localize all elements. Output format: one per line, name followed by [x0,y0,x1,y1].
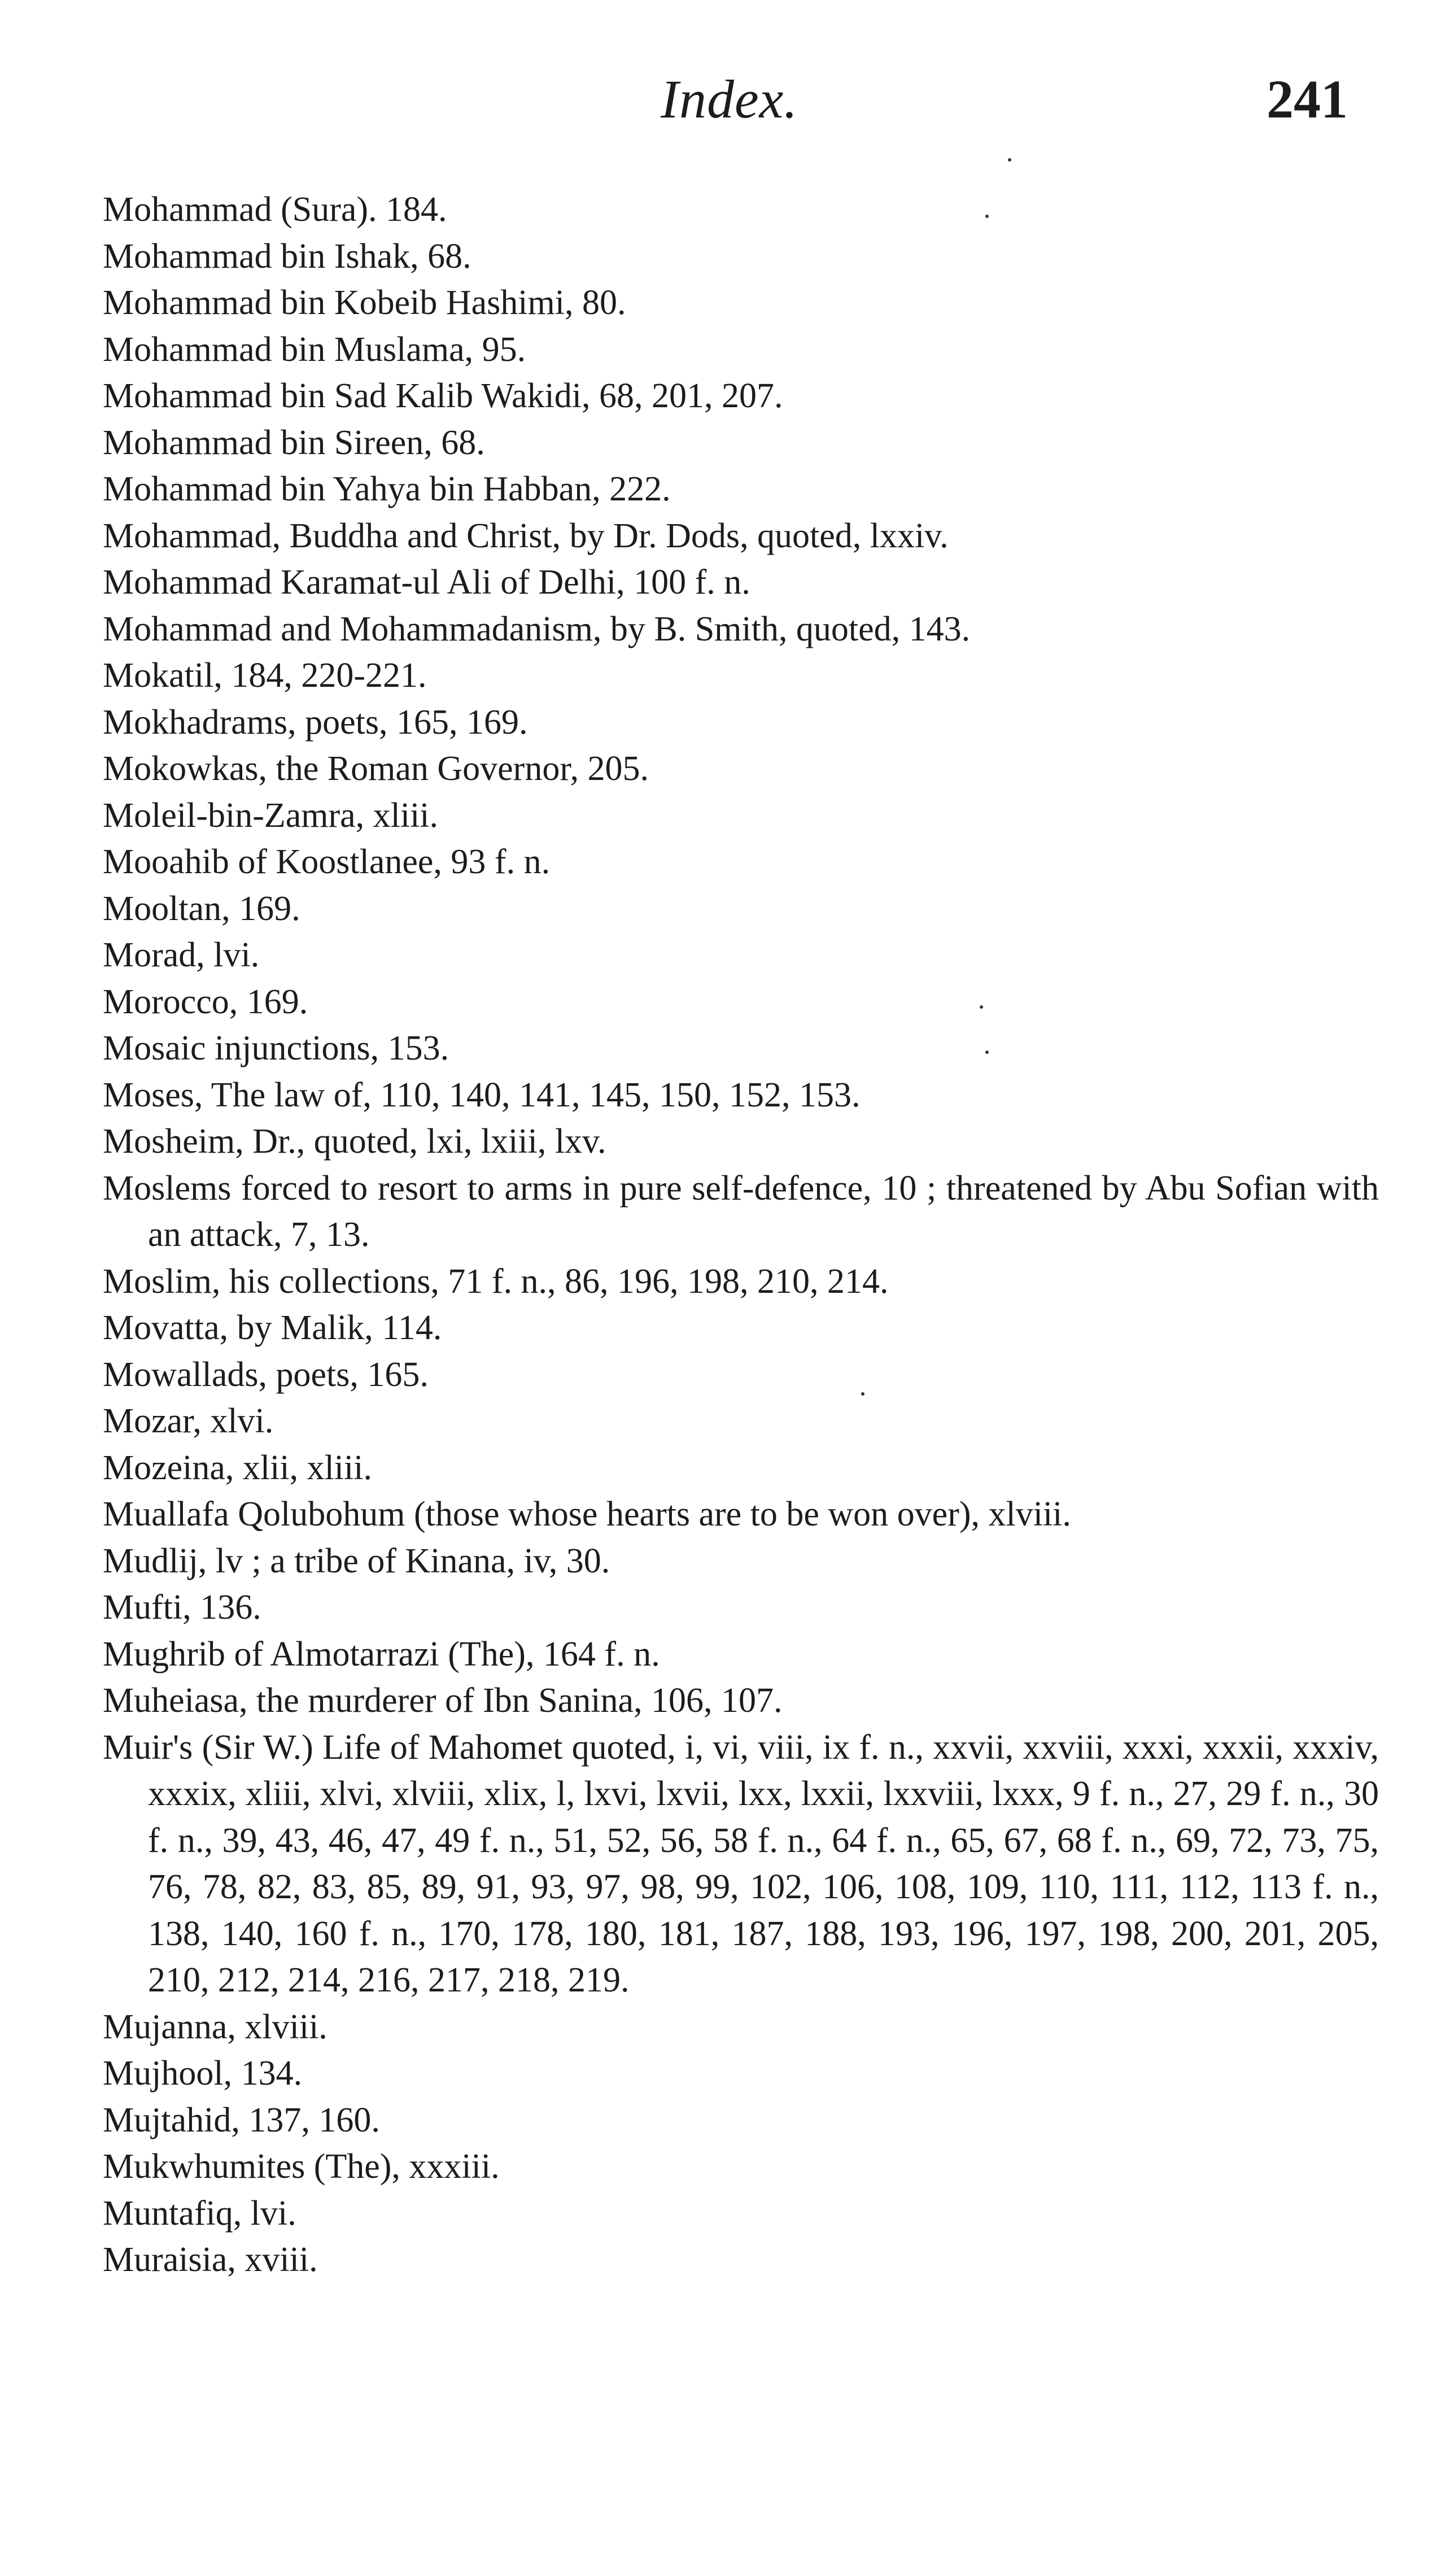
print-speck [861,1392,864,1396]
index-entry: Mohammad bin Muslama, 95. [103,330,526,369]
index-entry: Mohammad, Buddha and Christ, by Dr. Dods, quoted, lxxiv. [103,516,949,555]
print-speck [985,215,989,218]
print-speck [1008,158,1011,162]
print-speck [980,1005,983,1009]
index-entry: Mosheim, Dr., quoted, lxi, lxiii, lxv. [103,1122,606,1161]
index-entry: Mokowkas, the Roman Governor, 205. [103,749,649,788]
index-entry: Morocco, 169. [103,982,308,1021]
index-entry: Moslems forced to resort to arms in pure self-defence, 10 ; threatened by Abu Sofian with an attack, 7, 13. [103,1169,1379,1254]
index-entry: Mohammad bin Sad Kalib Wakidi, 68, 201, 207. [103,377,783,415]
index-entry: Mokatil, 184, 220-221. [103,656,427,695]
print-speck [985,1051,989,1054]
index-entry: Muraisia, xviii. [103,2241,318,2279]
index-entry: Mujhool, 134. [103,2054,303,2093]
index-entry: Muallafa Qolubohum (those whose hearts are to be won over), xlviii. [103,1495,1071,1533]
page-number: 241 [1267,69,1348,129]
index-entry: Morad, lvi. [103,936,260,974]
running-title: Index. [661,69,798,129]
index-entry: Movatta, by Malik, 114. [103,1309,442,1347]
index-entry: Moleil-bin-Zamra, xliii. [103,796,439,835]
index-entry: Mohammad Karamat-ul Ali of Delhi, 100 f. n. [103,563,750,601]
index-entry: Mohammad (Sura). 184. [103,190,447,229]
index-entry: Mufti, 136. [103,1588,261,1627]
index-entry: Muir's (Sir W.) Life of Mahomet quoted, i, vi, viii, ix f. n., xxvii, xxviii, xxxi, xxxii, xxxiv, xxxix, xliii, xlvi, xlviii, xlix, l, lxvi, lxvii, lxx, lxxii, lxxviii, lxxx, 9 f. n., 27, 29 f. n., 30 f. n., 39, 43, 46, 47, 49 f. n., 51, 52, 56, 58 f. n., 64 f. n., 65, 67, 68 f. n., 69, 72, 73, 75, 76, 78, 82, 83, 85, 89, 91, 93, 97, 98, 99, 102, 106, 108, 109, 110, 111, 112, 113 f. n., 138, 140, 160 f. n., 170, 178, 180, 181, 187, 188, 193, 196, 197, 198, 200, 201, 205, 210, 212, 214, 216, 217, 218, 219. [103,1728,1379,1999]
index-entry-list [103,186,1379,2283]
index-entry: Mujtahid, 137, 160. [103,2100,380,2139]
index-entry: Muntafiq, lvi. [103,2194,296,2233]
index-entry: Moses, The law of, 110, 140, 141, 145, 150, 152, 153. [103,1075,861,1114]
index-entry: Mukwhumites (The), xxxiii. [103,2147,500,2186]
index-entry: Mohammad and Mohammadanism, by B. Smith, quoted, 143. [103,609,971,648]
index-entry: Mughrib of Almotarrazi (The), 164 f. n. [103,1634,660,1673]
index-entry: Mowallads, poets, 165. [103,1355,429,1394]
index-entry: Mozar, xlvi. [103,1402,274,1440]
index-entry: Mujanna, xlviii. [103,2007,328,2046]
index-entry: Mokhadrams, poets, 165, 169. [103,703,528,742]
index-entry: Mosaic injunctions, 153. [103,1029,449,1067]
index-entry: Moslim, his collections, 71 f. n., 86, 196, 198, 210, 214. [103,1262,889,1301]
index-entry: Mooahib of Koostlanee, 93 f. n. [103,843,551,881]
index-entry: Mozeina, xlii, xliii. [103,1448,372,1487]
index-entry: Mohammad bin Kobeib Hashimi, 80. [103,284,626,322]
index-entry: Mohammad bin Yahya bin Habban, 222. [103,470,671,508]
index-entry: Mooltan, 169. [103,889,300,928]
page-header [0,68,1441,141]
index-entry: Mohammad bin Ishak, 68. [103,237,471,276]
index-entry: Mohammad bin Sireen, 68. [103,423,485,462]
index-entry: Muheiasa, the murderer of Ibn Sanina, 106, 107. [103,1681,783,1720]
index-entry: Mudlij, lv ; a tribe of Kinana, iv, 30. [103,1541,610,1580]
